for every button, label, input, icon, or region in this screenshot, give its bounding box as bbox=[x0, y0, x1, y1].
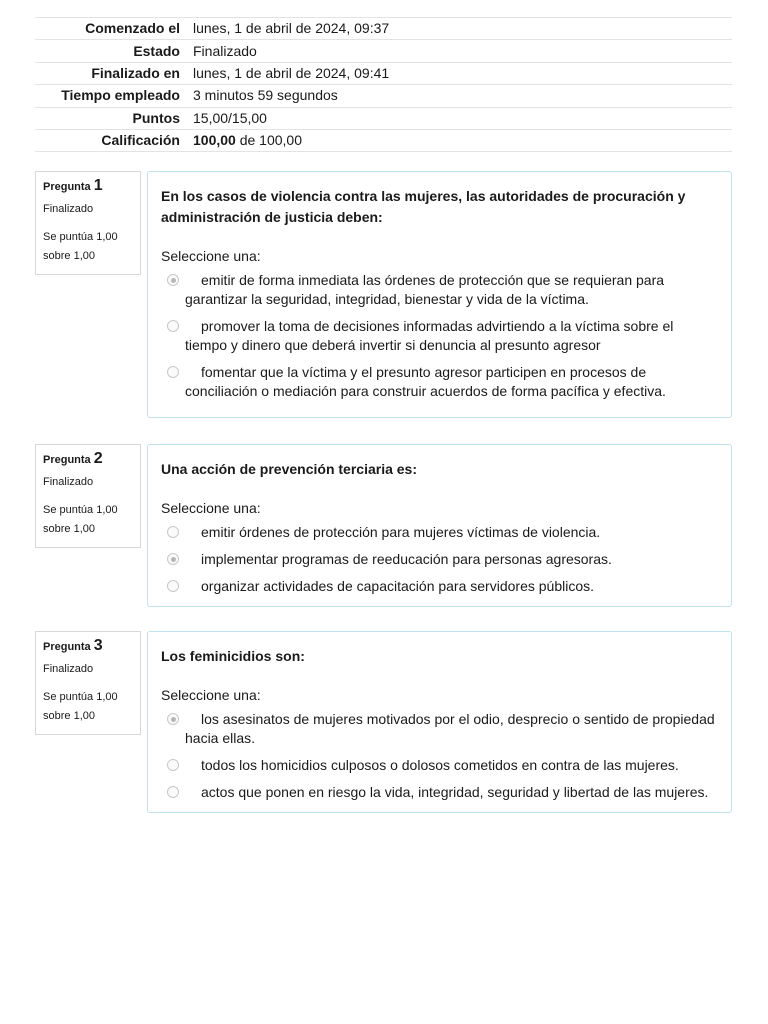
summary-row-state bbox=[35, 40, 732, 62]
summary-value: lunes, 1 de abril de 2024, 09:37 bbox=[193, 20, 390, 37]
grade-total: de 100,00 bbox=[235, 132, 302, 149]
summary-value: lunes, 1 de abril de 2024, 09:41 bbox=[193, 64, 390, 81]
summary-value: Finalizado bbox=[193, 42, 257, 59]
summary-row-time-taken bbox=[35, 85, 732, 107]
attempt-summary-table bbox=[35, 17, 732, 152]
radio-selected-icon[interactable] bbox=[167, 553, 179, 565]
radio-selected-icon[interactable] bbox=[167, 713, 179, 725]
answer-option[interactable] bbox=[161, 271, 717, 309]
radio-unselected-icon[interactable] bbox=[167, 759, 179, 771]
radio-unselected-icon[interactable] bbox=[167, 366, 179, 378]
answer-prompt: Seleccione una: bbox=[161, 687, 261, 703]
question-content-2 bbox=[147, 444, 732, 607]
answer-label: emitir de forma inmediata las órdenes de protección que se requieran para garantizar la seguridad, integridad, bienestar y vida de la víctima. bbox=[185, 272, 665, 307]
question-grade: Se puntúa 1,00 sobre 1,00 bbox=[43, 231, 118, 262]
question-text: En los casos de violencia contra las mujeres, las autoridades de procuración y administración de justicia deben: bbox=[161, 188, 686, 225]
question-state: Finalizado bbox=[43, 203, 94, 215]
answer-option[interactable] bbox=[161, 363, 717, 401]
summary-label: Finalizado en bbox=[91, 64, 180, 81]
summary-label: Estado bbox=[133, 42, 180, 59]
answer-label: organizar actividades de capacitación para servidores públicos. bbox=[201, 578, 594, 594]
radio-unselected-icon[interactable] bbox=[167, 580, 179, 592]
question-content-1 bbox=[147, 171, 732, 418]
radio-unselected-icon[interactable] bbox=[167, 320, 179, 332]
summary-row-grade bbox=[35, 129, 732, 151]
question-grade: Se puntúa 1,00 sobre 1,00 bbox=[43, 504, 118, 535]
answer-label: implementar programas de reeducación para personas agresoras. bbox=[201, 551, 612, 567]
question-info-2 bbox=[35, 444, 141, 548]
radio-unselected-icon[interactable] bbox=[167, 786, 179, 798]
answer-option[interactable] bbox=[161, 523, 717, 542]
answer-prompt: Seleccione una: bbox=[161, 500, 261, 516]
answer-option[interactable] bbox=[161, 550, 717, 569]
summary-label: Tiempo empleado bbox=[61, 87, 180, 104]
radio-selected-icon[interactable] bbox=[167, 274, 179, 286]
summary-value: 15,00/15,00 bbox=[193, 109, 267, 126]
question-number: 2 bbox=[93, 450, 103, 467]
question-grade: Se puntúa 1,00 sobre 1,00 bbox=[43, 691, 118, 722]
question-text: Los feminicidios son: bbox=[161, 648, 305, 664]
summary-value: 3 minutos 59 segundos bbox=[193, 87, 338, 104]
question-prefix: Pregunta bbox=[43, 454, 91, 466]
question-number-line bbox=[43, 178, 134, 195]
summary-label: Puntos bbox=[132, 109, 180, 126]
question-info-3 bbox=[35, 631, 141, 735]
summary-row-finished bbox=[35, 62, 732, 84]
question-state: Finalizado bbox=[43, 663, 94, 675]
summary-row-started bbox=[35, 18, 732, 40]
question-state: Finalizado bbox=[43, 476, 94, 488]
summary-label: Comenzado el bbox=[85, 20, 180, 37]
answer-prompt: Seleccione una: bbox=[161, 248, 261, 264]
question-number: 1 bbox=[93, 177, 103, 194]
summary-label: Calificación bbox=[101, 132, 180, 149]
question-prefix: Pregunta bbox=[43, 641, 91, 653]
answer-option[interactable] bbox=[161, 756, 717, 775]
answer-label: actos que ponen en riesgo la vida, integridad, seguridad y libertad de las mujeres. bbox=[201, 784, 709, 800]
grade-score: 100,00 bbox=[193, 132, 236, 149]
question-content-3 bbox=[147, 631, 732, 813]
question-number-line bbox=[43, 451, 134, 468]
summary-value bbox=[187, 129, 732, 151]
answer-option[interactable] bbox=[161, 710, 717, 748]
answer-label: los asesinatos de mujeres motivados por el odio, desprecio o sentido de propiedad hacia ellas. bbox=[185, 711, 715, 746]
answer-option[interactable] bbox=[161, 317, 717, 355]
answer-option[interactable] bbox=[161, 577, 717, 596]
answer-option[interactable] bbox=[161, 783, 717, 802]
answer-list bbox=[161, 271, 717, 401]
question-info-1 bbox=[35, 171, 141, 275]
summary-row-points bbox=[35, 107, 732, 129]
answer-list bbox=[161, 710, 717, 802]
question-number: 3 bbox=[93, 637, 103, 654]
question-number-line bbox=[43, 638, 134, 655]
answer-label: emitir órdenes de protección para mujeres víctimas de violencia. bbox=[201, 524, 601, 540]
answer-label: fomentar que la víctima y el presunto agresor participen en procesos de conciliación o mediación para construir acuerdos de forma pacífica y efectiva. bbox=[185, 364, 666, 399]
question-prefix: Pregunta bbox=[43, 181, 91, 193]
answer-label: todos los homicidios culposos o dolosos cometidos en contra de las mujeres. bbox=[201, 757, 679, 773]
radio-unselected-icon[interactable] bbox=[167, 526, 179, 538]
answer-list bbox=[161, 523, 717, 596]
question-text: Una acción de prevención terciaria es: bbox=[161, 461, 417, 477]
answer-label: promover la toma de decisiones informadas advirtiendo a la víctima sobre el tiempo y dinero que deberá invertir si denuncia al presunto agresor bbox=[185, 318, 674, 353]
